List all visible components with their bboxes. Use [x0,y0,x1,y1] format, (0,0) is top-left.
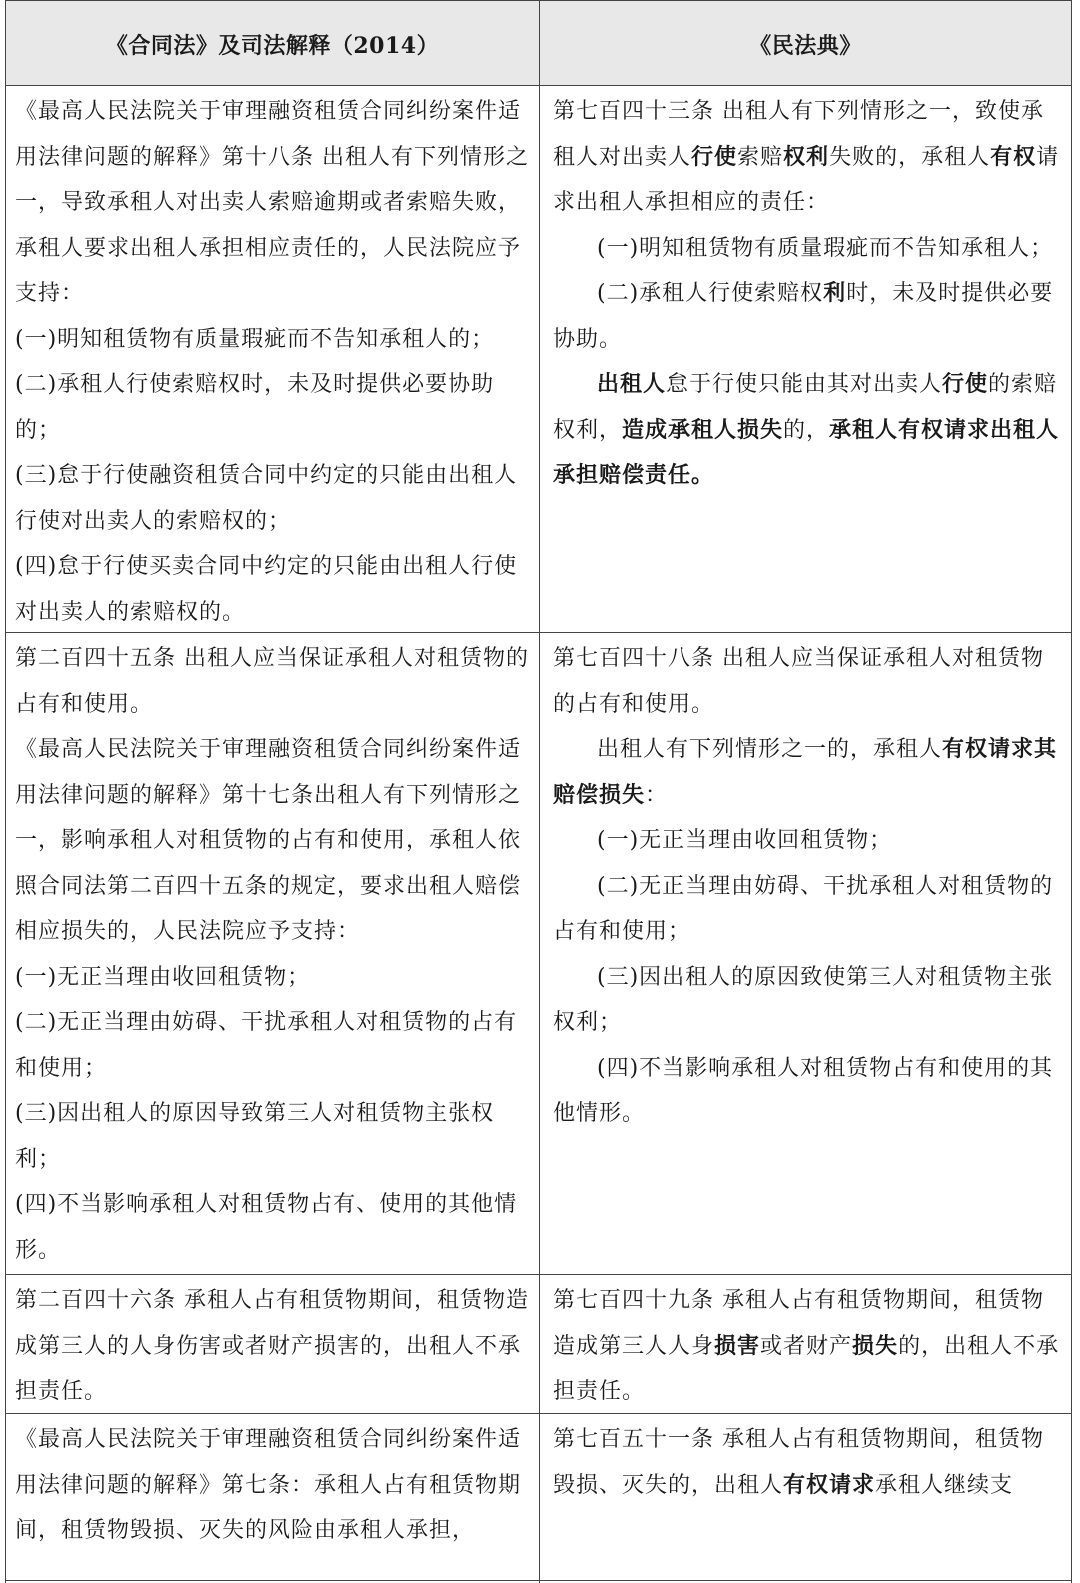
row-divider [5,85,1072,86]
row2-right-para: 第七百四十八条 出租人应当保证承租人对租赁物的占有和使用。 [553,646,1044,717]
header-left-cell [6,0,539,85]
row3-left-cell [15,1278,531,1415]
row1-right-para: (一)明知租赁物有质量瑕疵而不告知承租人； [597,235,1054,261]
row1-right-para: 出租人怠于行使只能由其对出卖人行使的索赔权利，造成承租人损失的，承租人有权请求出租人承担赔偿责任。 [553,371,1060,488]
row1-left-para: (二)承租人行使索赔权时，未及时提供必要协助的； [15,372,495,443]
row1-left-para: 《最高人民法院关于审理融资租赁合同纠纷案件适用法律问题的解释》第十八条 出租人有下列情形之一，导致承租人对出卖人索赔逾期或者索赔失败，承租人要求出租人承担相应责任的，人民法院应予支持： [15,99,529,306]
table-border-left [5,0,6,1583]
row2-right-para: (四)不当影响承租人对租赁物占有和使用的其他情形。 [553,1055,1054,1126]
row2-right-cell [553,636,1063,1137]
row3-right-para: 第七百四十九条 承租人占有租赁物期间，租赁物造成第三人人身损害或者财产损失的，出租人不承担责任。 [553,1288,1060,1404]
row2-left-para: (四)不当影响承租人对租赁物占有、使用的其他情形。 [15,1192,518,1263]
row1-right-para: 第七百四十三条 出租人有下列情形之一，致使承租人对出卖人行使索赔权利失败的，承租人有权请求出租人承担相应的责任： [553,99,1060,215]
row1-right-cell [553,89,1063,499]
table-border-right [1071,0,1072,1583]
row1-left-para: (三)怠于行使融资租赁合同中约定的只能由出租人行使对出卖人的索赔权的； [15,463,518,534]
row2-left-para: (三)因出租人的原因导致第三人对租赁物主张权利； [15,1101,495,1172]
row2-right-para: (一)无正当理由收回租赁物； [597,828,893,853]
row4-right-para: 第七百五十一条 承租人占有租赁物期间，租赁物毁损、灭失的，出租人有权请求承租人继续支 [553,1427,1044,1498]
row2-left-para: (一)无正当理由收回租赁物； [15,964,311,990]
row2-left-cell [15,636,531,1273]
row2-right-para: 出租人有下列情形之一的，承租人有权请求其赔偿损失： [553,736,1058,808]
row4-right-cell [553,1417,1063,1508]
row2-left-para: (二)无正当理由妨碍、干扰承租人对租赁物的占有和使用； [15,1010,518,1081]
header-right-title: 《民法典》 [749,33,862,59]
row1-left-para: (一)明知租赁物有质量瑕疵而不告知承租人的； [15,326,495,352]
row4-left-cell [15,1417,531,1554]
row2-left-para: 第二百四十五条 出租人应当保证承租人对租赁物的占有和使用。 [15,646,529,717]
column-divider [539,0,540,1583]
row3-right-cell [553,1278,1063,1415]
row2-right-para: (三)因出租人的原因致使第三人对租赁物主张权利； [553,964,1054,1035]
row3-left-para: 第二百四十六条 承租人占有租赁物期间，租赁物造成第三人的人身伤害或者财产损害的，出租人不承担责任。 [15,1288,529,1404]
row4-left-para: 《最高人民法院关于审理融资租赁合同纠纷案件适用法律问题的解释》第七条：承租人占有租赁物期间，租赁物毁损、灭失的风险由承租人承担， [15,1427,522,1543]
header-left-title: 《合同法》及司法解释（2014） [105,33,440,59]
row-divider [5,1274,1072,1275]
row1-left-para: (四)怠于行使买卖合同中约定的只能由出租人行使对出卖人的索赔权的。 [15,554,518,625]
row2-right-para: (二)无正当理由妨碍、干扰承租人对租赁物的占有和使用； [553,873,1054,944]
row2-left-para: 《最高人民法院关于审理融资租赁合同纠纷案件适用法律问题的解释》第十七条出租人有下列情形之一，影响承租人对租赁物的占有和使用，承租人依照合同法第二百四十五条的规定，要求出租人赔偿相应损失的，人民法院应予支持： [15,737,522,944]
header-right-cell [540,0,1071,85]
row-divider [5,1580,1072,1581]
row1-left-cell [15,89,531,635]
row1-right-para: (二)承租人行使索赔权利时，未及时提供必要协助。 [553,280,1054,352]
